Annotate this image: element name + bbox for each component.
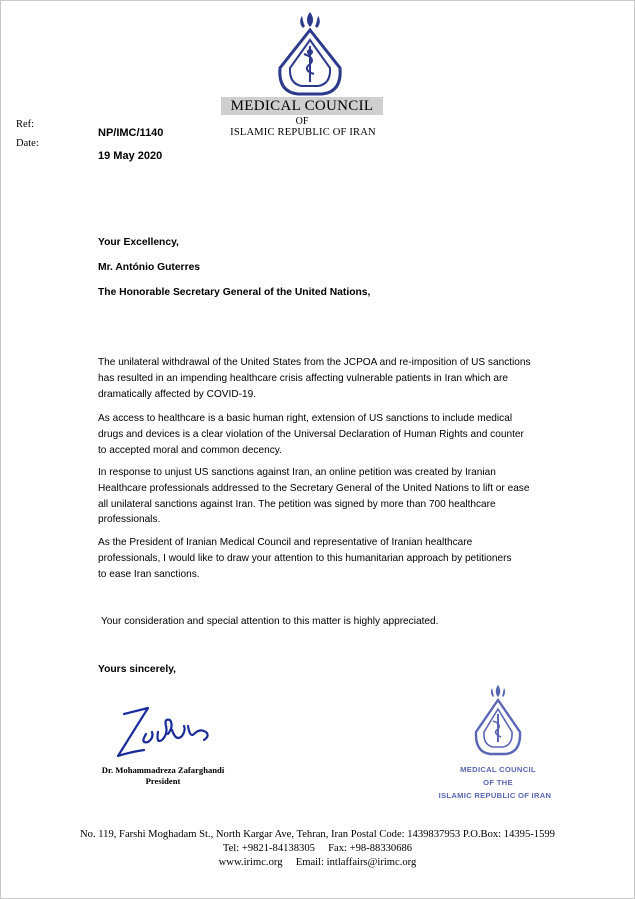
paragraph-3: [98, 465, 568, 528]
footer-address: No. 119, Farshi Moghadam St., North Kargar Ave, Tehran, Iran Postal Code: 1439837953 P.O.Box: 14395-1599: [80, 829, 555, 840]
stamp-text-line-1: MEDICAL COUNCIL: [460, 765, 536, 774]
stamp-logo-icon: [468, 682, 528, 760]
paragraph-line: has resulted in an impending healthcare crisis affecting vulnerable patients in Iran which are: [98, 372, 508, 384]
closing-line: Your consideration and special attention to this matter is highly appreciated.: [101, 616, 439, 627]
paragraph-2: [98, 411, 568, 458]
footer-phones: Tel: +9821-84138305 Fax: +98-88330686: [222, 843, 413, 854]
paragraph-line: to accepted moral and common decency.: [98, 444, 282, 456]
medical-council-logo-icon: [268, 8, 352, 100]
stamp-text-line-3: ISLAMIC REPUBLIC OF IRAN: [438, 791, 552, 800]
paragraph-line: Healthcare professionals addressed to the Secretary General of the United Nations to lift or ease: [98, 482, 530, 494]
salutation-line-3: The Honorable Secretary General of the United Nations,: [98, 287, 371, 298]
paragraph-line: to ease Iran sanctions.: [98, 568, 200, 580]
paragraph-line: In response to unjust US sanctions against Iran, an online petition was created by Iranian: [98, 467, 496, 478]
signatory-title: President: [145, 776, 181, 786]
paragraph-line: professionals.: [98, 514, 161, 526]
council-of: OF: [295, 116, 309, 127]
paragraph-line: dramatically affected by COVID-19.: [98, 388, 257, 400]
salutation-line-1: Your Excellency,: [98, 237, 179, 248]
council-country: ISLAMIC REPUBLIC OF IRAN: [230, 127, 376, 138]
paragraph-line: As the President of Iranian Medical Council and representative of Iranian healthcare: [98, 537, 473, 548]
paragraph-line: drugs and devices is a clear violation of the Universal Declaration of Human Rights and counter: [98, 428, 524, 440]
paragraph-line: all unilateral sanctions against Iran. The petition was signed by more than 700 healthcare: [98, 498, 496, 510]
yours-sincerely: Yours sincerely,: [98, 664, 177, 675]
paragraph-line: The unilateral withdrawal of the United States from the JCPOA and re-imposition of US sanctions: [98, 357, 531, 368]
council-name: MEDICAL COUNCIL: [221, 97, 383, 115]
salutation-line-2: Mr. António Guterres: [98, 262, 201, 273]
paragraph-4: [98, 535, 568, 582]
handwritten-signature: [110, 700, 220, 762]
stamp-text-line-2: OF THE: [483, 778, 513, 787]
date-value: 19 May 2020: [98, 150, 163, 162]
paragraph-line: professionals, I would like to draw your attention to this humanitarian approach by petitioners: [98, 552, 512, 564]
ref-label: Ref:: [16, 119, 35, 130]
signatory-name: Dr. Mohammadreza Zafarghandi: [101, 765, 225, 775]
ref-value: NP/IMC/1140: [98, 127, 164, 139]
date-label: Date:: [16, 138, 39, 149]
paragraph-line: As access to healthcare is a basic human right, extension of US sanctions to include medical: [98, 413, 513, 424]
footer-web: www.irimc.org Email: intlaffairs@irimc.org: [218, 857, 417, 868]
paragraph-1: [98, 355, 568, 402]
